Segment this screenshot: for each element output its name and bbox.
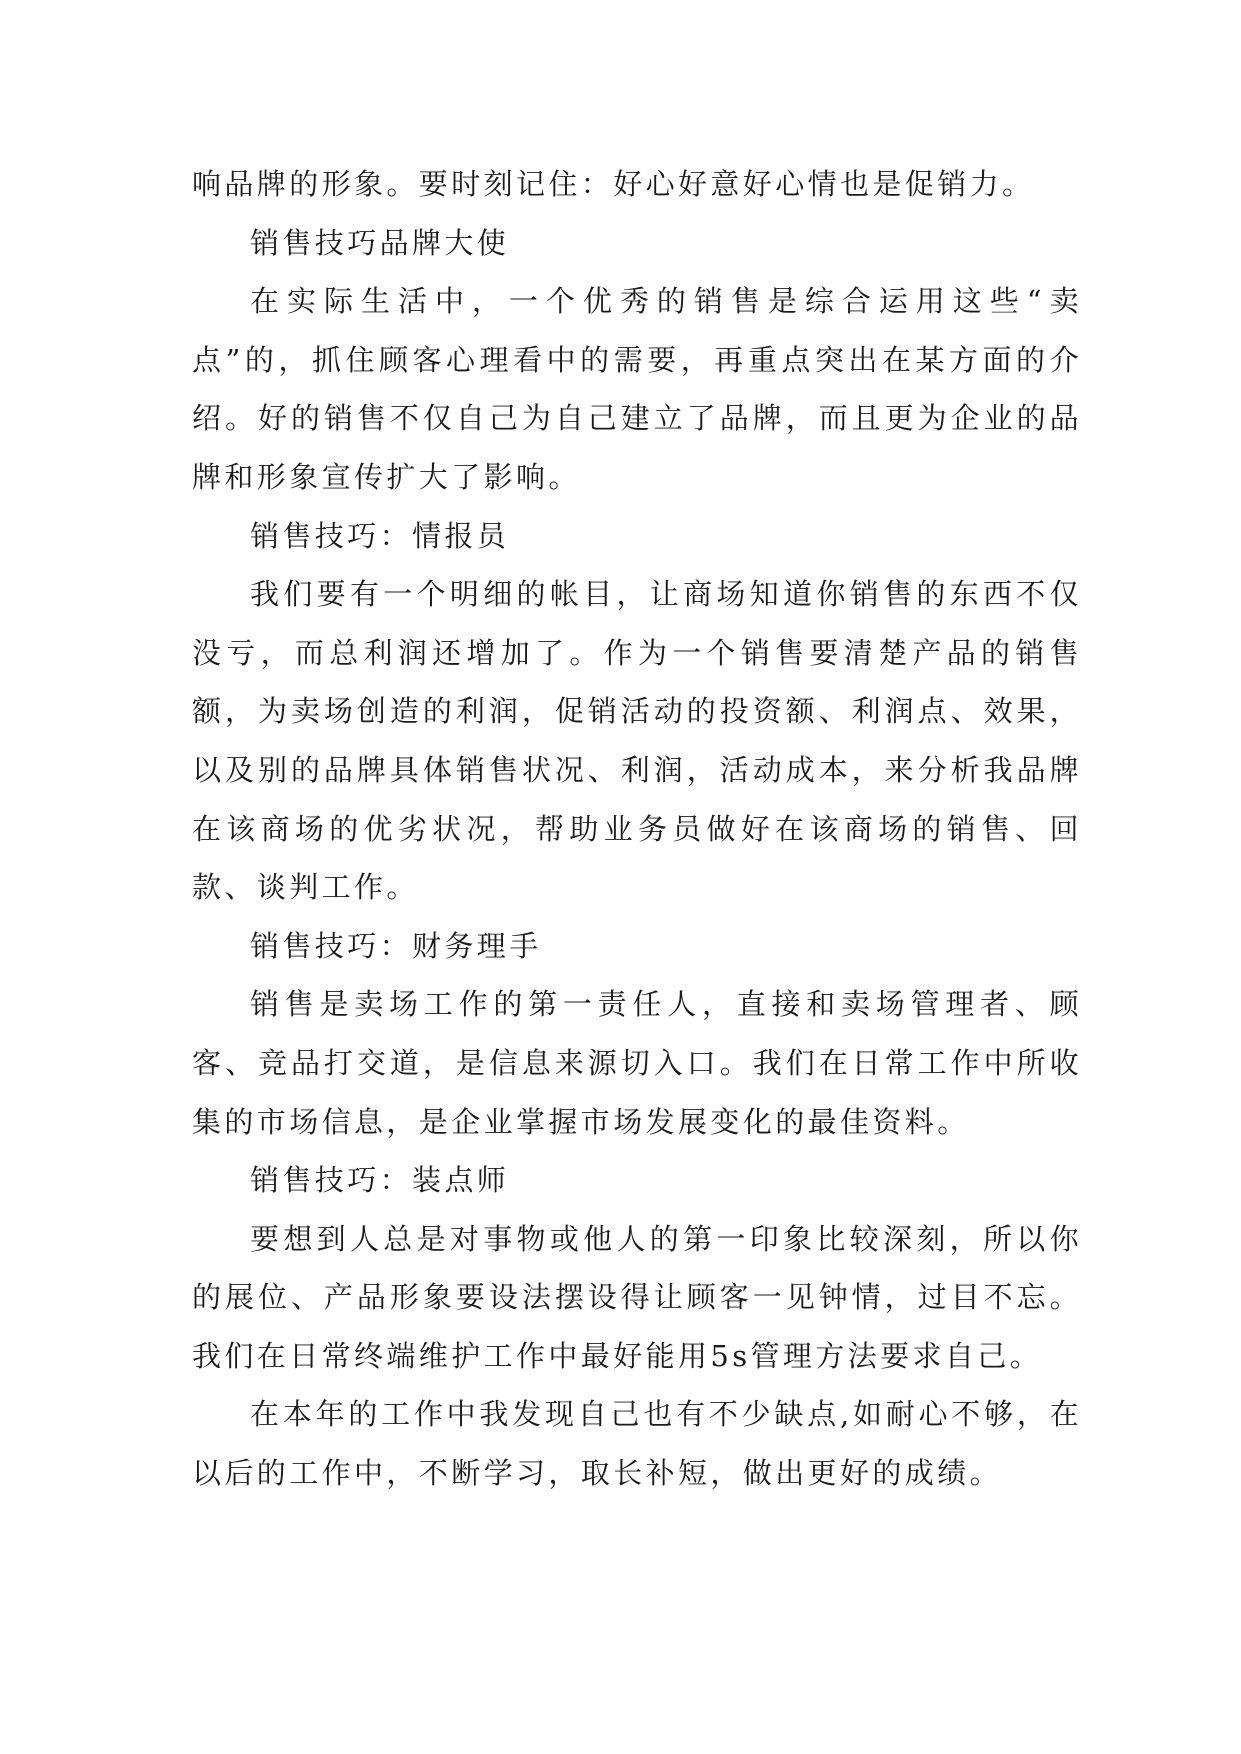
section-heading-finance-assistant: 销售技巧：财务理手: [250, 928, 542, 963]
paragraph: 销售是卖场工作的第一责任人，直接和卖场管理者、顾客、竞品打交道，是信息来源切入口。我们在日常工作中所收集的市场信息，是企业掌握市场发展变化的最佳资料。: [192, 987, 1082, 1139]
paragraph: 我们要有一个明细的帐目，让商场知道你销售的东西不仅没亏，而总利润还增加了。作为一个销售要清楚产品的销售额，为卖场创造的利润，促销活动的投资额、利润点、效果，以及别的品牌具体销售状况、利润，活动成本，来分析我品牌在该商场的优劣状况，帮助业务员做好在该商场的销售、回款、谈判工作。: [192, 577, 1082, 905]
section-heading-brand-ambassador: 销售技巧品牌大使: [250, 225, 510, 260]
paragraph: 响品牌的形象。要时刻记住：好心好意好心情也是促销力。: [192, 167, 1035, 201]
paragraph: 要想到人总是对事物或他人的第一印象比较深刻，所以你的展位、产品形象要设法摆设得让顾客一见钟情，过目不忘。我们在日常终端维护工作中最好能用5s管理方法要求自己。: [192, 1221, 1082, 1373]
paragraph: 在本年的工作中我发现自己也有不少缺点,如耐心不够，在以后的工作中，不断学习，取长补短，做出更好的成绩。: [192, 1397, 1082, 1491]
paragraph: 在实际生活中，一个优秀的销售是综合运用这些“卖点”的，抓住顾客心理看中的需要，再重点突出在某方面的介绍。好的销售不仅自己为自己建立了品牌，而且更为企业的品牌和形象宣传扩大了影响。: [192, 284, 1082, 494]
section-heading-decorator: 销售技巧：装点师: [250, 1163, 510, 1198]
document-body: [192, 155, 1082, 1503]
section-heading-informant: 销售技巧：情报员: [250, 518, 510, 553]
